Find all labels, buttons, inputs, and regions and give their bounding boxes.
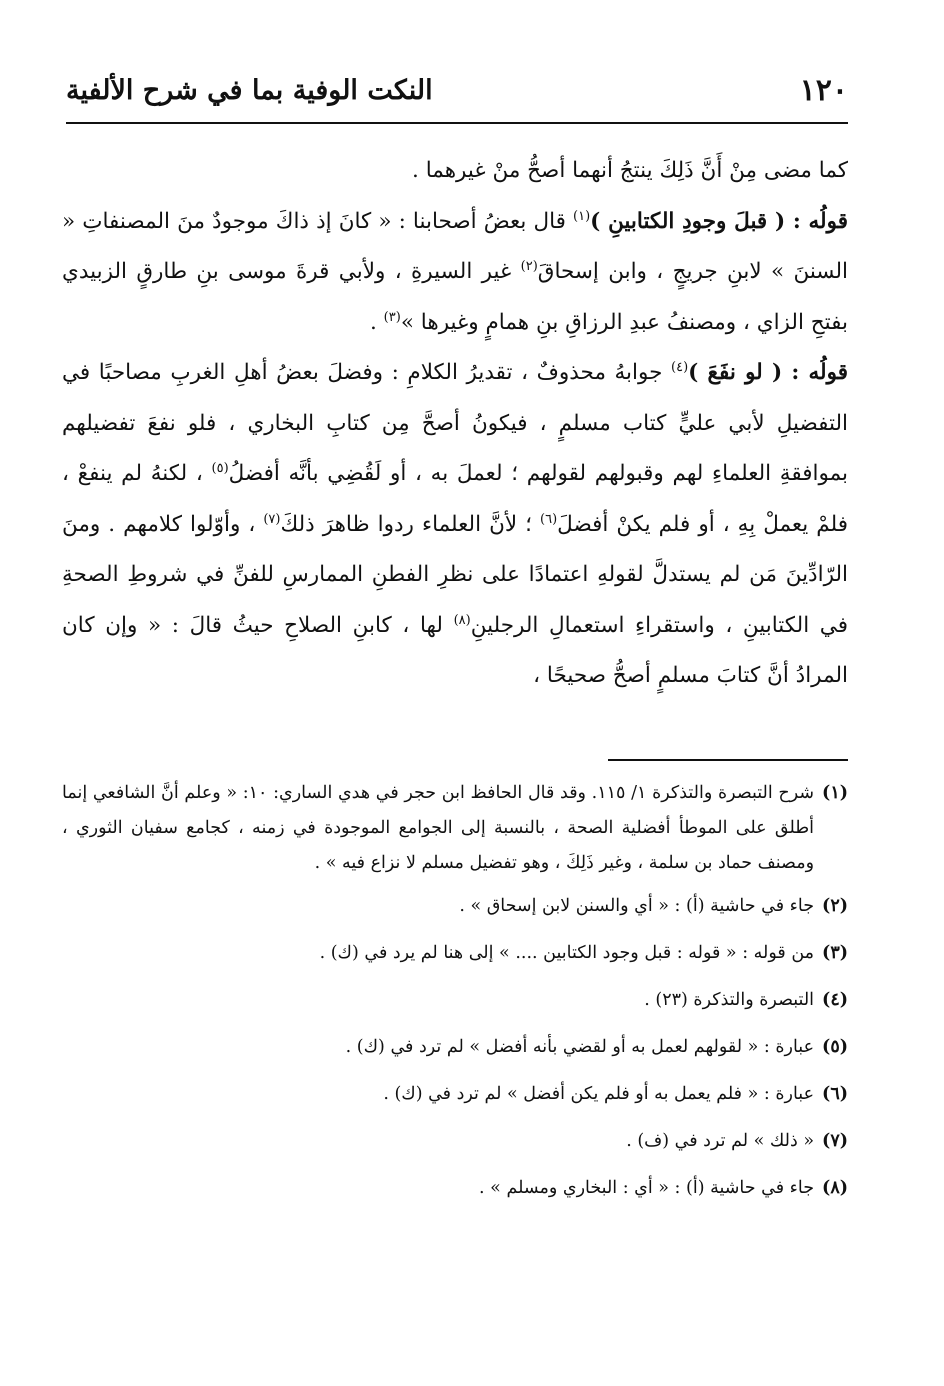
footnote-number: (٢) [822,896,848,916]
paragraph-text: ؛ لأنَّ العلماء ردوا ظاهرَ ذلكَ [280,511,541,537]
footnote-number: (٤) [822,990,848,1010]
footnote-number: (٨) [822,1178,848,1198]
footnote-text: جاء في حاشية (أ) : « أي : البخاري ومسلم » . [479,1178,815,1198]
footnote-number: (٥) [822,1037,848,1057]
footnote-text: جاء في حاشية (أ) : « أي والسنن لابن إسحاق » . [459,896,815,916]
footnote-reference: (٦) [540,511,558,527]
footnote-number: (٣) [822,943,848,963]
paragraph-text: كما مضى مِنْ أَنَّ ذَلِكَ ينتجُ أنهما أصحُّ منْ غيرهما . [412,158,848,183]
paragraph-lead: قولُه : ( لو نفَعَ ) [688,360,848,385]
footnote [62,1171,848,1206]
page-header [66,60,848,120]
footnote [62,936,848,971]
footnote [62,983,848,1018]
footnote-text: عبارة : « فلم يعمل به أو فلم يكن أفضل » لم ترد في (ك) . [383,1084,815,1104]
footnote-reference: (١) [573,208,591,224]
footnote-reference: (٢) [520,258,538,274]
footnote-text: التبصرة والتذكرة (٢٣) . [644,990,815,1010]
footnote-number: (٧) [822,1131,848,1151]
paragraph-text: ، لكنهُ لم ينفعْ ، فلمْ يعملْ بِهِ ، أو فلم يكنْ أفضلَ [62,461,848,537]
footnotes [62,776,848,1218]
footnote-reference: (٧) [263,511,281,527]
footnote-text: شرح التبصرة والتذكرة ١/ ١١٥. وقد قال الحافظ ابن حجر في هدي الساري: ١٠: « وعلم أنَّ الشافعي إنما أطلق على الموطأ أفضلية الصحة ، بالنسبة إلى الجوامع الموجودة في زمنه ، كجامع سفيان الثوري ، ومصنف حماد بن سلمة ، وغير ذَلِكَ ، وهو تفضيل مسلم لا نزاع فيه » . [62,783,815,873]
paragraph-text: ، وأوّلوا كلامهم . ومنَ الرّادِّينَ مَن لم يستدلَّ لقولهِ اعتمادًا على نظرِ الفطنِ الممارسِ للفنِّ في شروطِ الصحةِ في الكتابينِ ، واستقراءِ استعمالِ الرجلينِ [62,511,848,638]
footnote-reference: (٥) [211,460,229,476]
paragraph-text: قال بعضُ أصحابنا : « كانَ إذ ذاكَ موجودٌ منَ المصنفاتِ « السننَ » لابنِ جريجٍ ، وابن إسحاقَ [62,208,849,284]
paragraph-lead: قولُه : ( قبلَ وجودِ الكتابينِ ) [590,208,848,234]
footnote-reference: (٤) [671,359,689,375]
footnote-number: (١) [822,783,848,803]
footnote-text: من قوله : « قوله : قبل وجود الكتابين .... » إلى هنا لم يرد في (ك) . [319,943,815,963]
footnote [62,1077,848,1112]
paragraph-text: غير السيرةِ ، ولأبي قرةَ موسى بنِ طارقٍ الزبيدي بفتحِ الزاي ، ومصنفُ عبدِ الرزاقِ بنِ همامٍ وغيرها » [62,259,848,335]
footnote [62,1030,848,1065]
footnote [62,889,848,924]
paragraph-text: جوابهُ محذوفٌ ، تقديرُ الكلامِ : وفضلَ بعضُ أهلِ الغربِ مصاحبًا في التفضيلِ لأبي عليٍّ كتاب مسلمٍ ، فيكونُ أصحَّ مِن كتابِ البخاري ، فلو نفعَ تفضيلهم بموافقةِ العلماءِ لهم وقبولهم لقولهم ؛ لعملَ به ، أو لَقُضِي بأنَّه أفضلُ [62,360,848,486]
paragraph-text: . [370,309,384,335]
footnote [62,776,848,881]
main-paragraph [62,197,848,349]
main-text [62,146,848,702]
paragraph-text: لها ، كابنِ الصلاحِ حيثُ قالَ : « وإن كان المرادُ أنَّ كتابَ مسلمٍ أصحُّ صحيحًا ، [62,612,848,688]
main-paragraph [62,146,848,197]
footnote-text: عبارة : « لقولهم لعمل به أو لقضي بأنه أفضل » لم ترد في (ك) . [345,1037,815,1057]
footnote-number: (٦) [822,1084,848,1104]
footnote [62,1124,848,1159]
footnote-separator [608,759,848,761]
page-number: ١٢٠ [799,72,848,108]
footnote-text: « ذلك » لم ترد في (ف) . [626,1131,815,1151]
footnote-reference: (٣) [383,309,401,325]
footnote-reference: (٨) [453,612,471,628]
header-rule [66,122,848,124]
main-paragraph [62,348,848,702]
running-title: النكت الوفية بما في شرح الألفية [66,74,433,106]
